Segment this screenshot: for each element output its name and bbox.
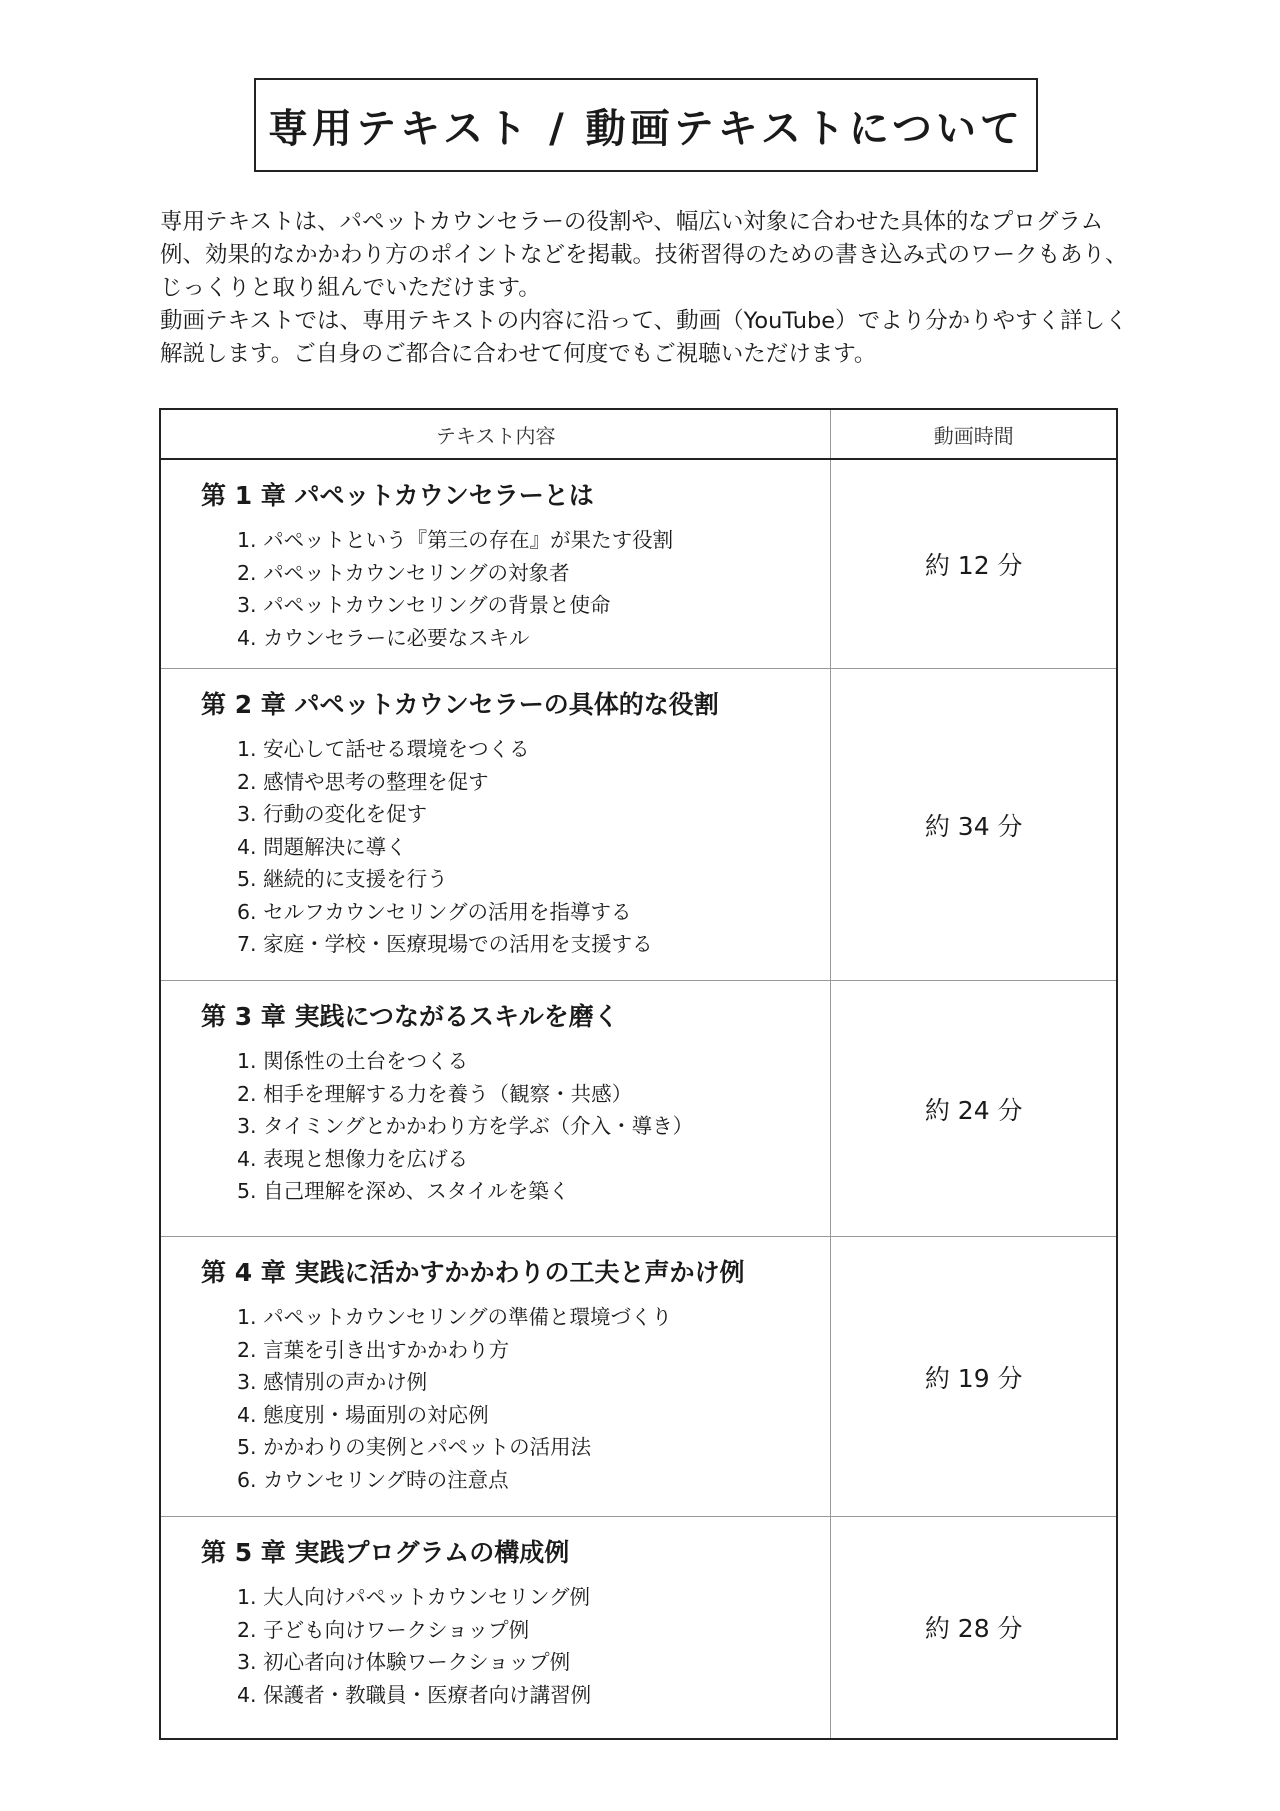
header-content: テキスト内容 — [160, 409, 831, 459]
chapter-title: 第 2 章 パペットカウンセラーの具体的な役割 — [201, 690, 719, 719]
chapter-block — [161, 669, 830, 975]
list-item: 1. 大人向けパペットカウンセリング例 — [237, 1585, 591, 1609]
chapter-item-list — [201, 1301, 810, 1496]
list-item: 5. かかわりの実例とパペットの活用法 — [237, 1435, 592, 1459]
intro-paragraph-2: 動画テキストでは、専用テキストの内容に沿って、動画（YouTube）でより分かりやすく詳しく解説します。ご自身のご都合に合わせて何度でもご視聴いただけます。 — [160, 308, 1128, 367]
table-header-row — [160, 409, 1117, 459]
table-body — [160, 459, 1117, 1739]
header-duration: 動画時間 — [831, 409, 1117, 459]
chapter-duration: 約 24 分 — [831, 981, 1117, 1237]
list-item: 2. 言葉を引き出すかかわり方 — [237, 1337, 510, 1362]
list-item: 3. 行動の変化を促す — [237, 802, 428, 826]
intro-text — [160, 206, 1130, 371]
chapter-cell — [160, 459, 831, 669]
contents-table — [159, 408, 1118, 1740]
list-item: 2. 感情や思考の整理を促す — [237, 769, 489, 794]
list-item: 1. 安心して話せる環境をつくる — [237, 737, 530, 761]
list-item: 3. タイミングとかかわり方を学ぶ（介入・導き） — [237, 1114, 694, 1138]
chapter-title: 第 3 章 実践につながるスキルを磨く — [201, 1002, 619, 1031]
title-box — [254, 78, 1038, 172]
chapter-title: 第 4 章 実践に活かすかかわりの工夫と声かけ例 — [201, 1258, 745, 1287]
list-item: 5. 自己理解を深め、スタイルを築く — [237, 1179, 570, 1203]
chapter-title: 第 1 章 パペットカウンセラーとは — [201, 481, 594, 510]
intro-paragraph-1: 専用テキストは、パペットカウンセラーの役割や、幅広い対象に合わせた具体的なプログラム例、効果的なかかわり方のポイントなどを掲載。技術習得のための書き込み式のワークもあり、じっくりと取り組んでいただけます。 — [160, 209, 1128, 301]
list-item: 6. カウンセリング時の注意点 — [237, 1467, 509, 1492]
chapter-block — [161, 981, 830, 1222]
table-row — [160, 459, 1117, 669]
chapter-duration: 約 34 分 — [831, 669, 1117, 981]
list-item: 4. 保護者・教職員・医療者向け講習例 — [237, 1682, 592, 1707]
chapter-item-list — [201, 524, 810, 654]
list-item: 1. パペットカウンセリングの準備と環境づくり — [237, 1305, 673, 1329]
table-row — [160, 669, 1117, 981]
list-item: 4. 表現と想像力を広げる — [237, 1146, 469, 1171]
list-item: 3. 初心者向け体験ワークショップ例 — [237, 1650, 571, 1674]
list-item: 7. 家庭・学校・医療現場での活用を支援する — [237, 932, 653, 956]
list-item: 2. 相手を理解する力を養う（観察・共感） — [237, 1081, 633, 1106]
list-item: 3. 感情別の声かけ例 — [237, 1370, 428, 1394]
list-item: 1. 関係性の土台をつくる — [237, 1049, 469, 1073]
table-row — [160, 981, 1117, 1237]
page-title: 専用テキスト / 動画テキストについて — [267, 105, 1025, 152]
list-item: 4. カウンセラーに必要なスキル — [237, 625, 530, 650]
chapter-item-list — [201, 1045, 810, 1208]
chapter-duration: 約 19 分 — [831, 1237, 1117, 1517]
list-item: 2. パペットカウンセリングの対象者 — [237, 560, 570, 585]
table-row — [160, 1517, 1117, 1739]
list-item: 3. パペットカウンセリングの背景と使命 — [237, 593, 611, 617]
table-row — [160, 1237, 1117, 1517]
chapter-block — [161, 1237, 830, 1510]
list-item: 4. 態度別・場面別の対応例 — [237, 1402, 489, 1427]
list-item: 5. 継続的に支援を行う — [237, 867, 448, 891]
chapter-item-list — [201, 1581, 810, 1711]
chapter-title: 第 5 章 実践プログラムの構成例 — [201, 1538, 570, 1567]
chapter-cell — [160, 1237, 831, 1517]
list-item: 1. パペットという『第三の存在』が果たす役割 — [237, 528, 674, 552]
chapter-item-list — [201, 733, 810, 961]
chapter-cell — [160, 981, 831, 1237]
list-item: 2. 子ども向けワークショップ例 — [237, 1617, 530, 1642]
chapter-cell — [160, 669, 831, 981]
list-item: 6. セルフカウンセリングの活用を指導する — [237, 899, 632, 924]
chapter-cell — [160, 1517, 831, 1739]
chapter-block — [161, 1517, 830, 1725]
chapter-duration: 約 12 分 — [831, 459, 1117, 669]
list-item: 4. 問題解決に導く — [237, 834, 407, 859]
chapter-block — [161, 460, 830, 668]
chapter-duration: 約 28 分 — [924, 1614, 1023, 1644]
